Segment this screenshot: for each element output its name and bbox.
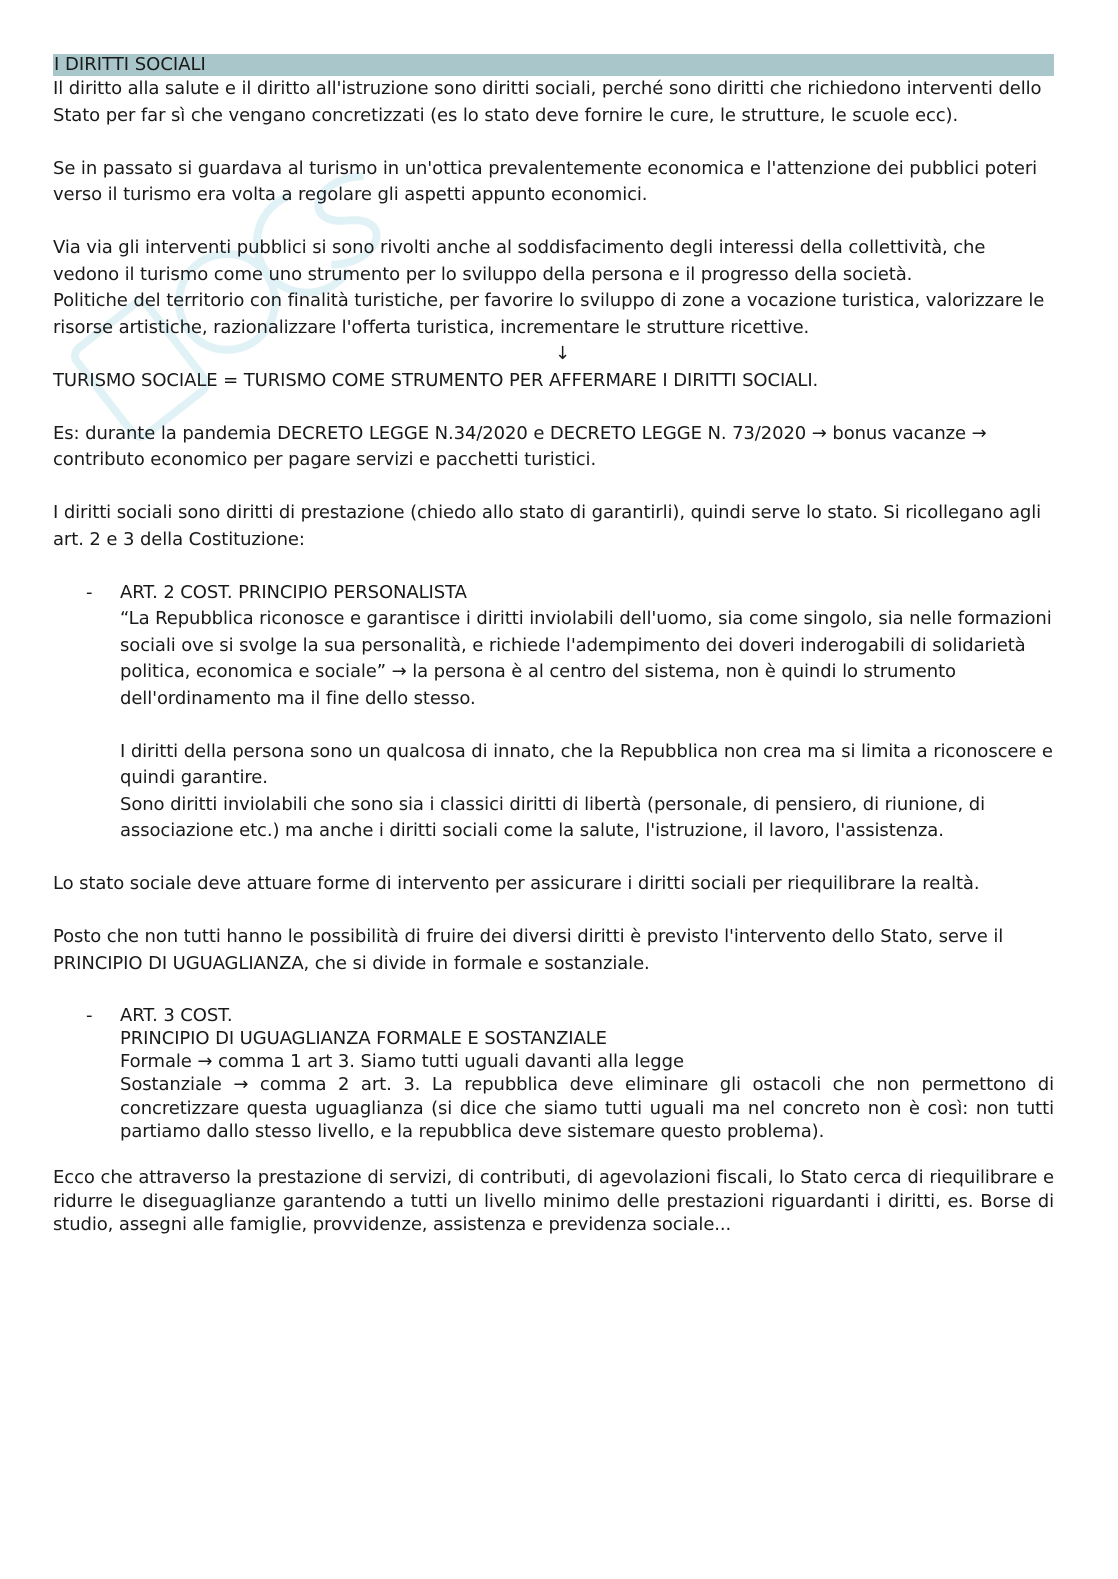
down-arrow-icon: ↓ [555,343,570,364]
paragraph-intro: Il diritto alla salute e il diritto all'istruzione sono diritti sociali, perché sono diritti che richiedono interventi dello Stato per far sì che vengano concretizzati (es lo stato deve fornire le cure, le strutture, le scuole ecc). [53,78,1042,126]
art2-quote: “La Repubblica riconosce e garantisce i diritti inviolabili dell'uomo, sia come singolo, sia nelle formazioni sociali ove si svolge la sua personalità, e richiede l'adempimento dei doveri inderogabili di solidarietà politica, economica e sociale” → la persona è al centro del sistema, non è quindi lo strumento dell'ordinamento ma il fine dello stesso. [120,608,1052,709]
paragraph-tourism-economic: Se in passato si guardava al turismo in un'ottica prevalentemente economica e l'attenzione dei pubblici poteri verso il turismo era volta a regolare gli aspetti appunto economici. [53,157,1038,205]
list-item-art2 [53,580,1054,845]
art2-title: ART. 2 COST. PRINCIPIO PERSONALISTA [120,581,467,603]
paragraph-equality-principle: Posto che non tutti hanno le possibilità di fruire dei diversi diritti è previsto l'intervento dello Stato, serve il PRINCIPIO DI UGUAGLIANZA, che si divide in formale e sostanziale. [53,926,1004,974]
paragraph-social-state: Lo stato sociale deve attuare forme di intervento per assicurare i diritti sociali per riequilibrare la realtà. [53,873,980,894]
list-item-art3 [53,1004,1054,1144]
paragraph-social-tourism: TURISMO SOCIALE = TURISMO COME STRUMENTO PER AFFERMARE I DIRITTI SOCIALI. [53,369,819,391]
bullet-dash: - [86,581,93,603]
art3-subtitle: PRINCIPIO DI UGUAGLIANZA FORMALE E SOSTANZIALE [120,1027,607,1049]
paragraph-social-rights-definition: I diritti sociali sono diritti di prestazione (chiedo allo stato di garantirli), quindi serve lo stato. Si ricollegano agli art. 2 e 3 della Costituzione: [53,502,1042,550]
paragraph-conclusion: Ecco che attraverso la prestazione di servizi, di contributi, di agevolazioni fiscali, lo Stato cerca di riequilibrare e ridurre le diseguaglianze garantendo a tutti un livello minimo delle prestazioni riguardanti i diritti, es. Borse di studio, assegni alle famiglie, provvidenze, assistenza e previdenza sociale... [53,1167,1054,1235]
section-heading: I DIRITTI SOCIALI [53,54,1054,76]
bullet-dash: - [86,1004,93,1026]
art3-formale: Formale → comma 1 art 3. Siamo tutti uguali davanti alla legge [120,1051,684,1073]
paragraph-public-interventions: Via via gli interventi pubblici si sono rivolti anche al soddisfacimento degli interessi della collettività, che vedono il turismo come uno strumento per lo sviluppo della persona e il progresso della società. [53,237,986,285]
paragraph-example-decrees: Es: durante la pandemia DECRETO LEGGE N.34/2020 e DECRETO LEGGE N. 73/2020 → bonus vacanze → contributo economico per pagare servizi e pacchetti turistici. [53,422,987,470]
art2-body-innate: I diritti della persona sono un qualcosa di innato, che la Repubblica non crea ma si limita a riconoscere e quindi garantire. [120,740,1053,788]
art3-title: ART. 3 COST. [120,1004,233,1026]
art2-body-inviolable: Sono diritti inviolabili che sono sia i classici diritti di libertà (personale, di pensiero, di riunione, di associazione etc.) ma anche i diritti sociali come la salute, l'istruzione, il lavoro, l'assistenza. [120,793,985,841]
document-page [53,54,1054,1236]
art3-sostanziale: Sostanziale → comma 2 art. 3. La repubblica deve eliminare gli ostacoli che non permettono di concretizzare questa uguaglianza (si dice che siamo tutti uguali ma nel concreto non è così: non tutti partiamo dallo stesso livello, e la repubblica deve sistemare questo problema). [120,1074,1054,1142]
paragraph-territorial-policies: Politiche del territorio con finalità turistiche, per favorire lo sviluppo di zone a vocazione turistica, valorizzare le risorse artistiche, razionalizzare l'offerta turistica, incrementare le strutture ricettive. [53,290,1045,338]
